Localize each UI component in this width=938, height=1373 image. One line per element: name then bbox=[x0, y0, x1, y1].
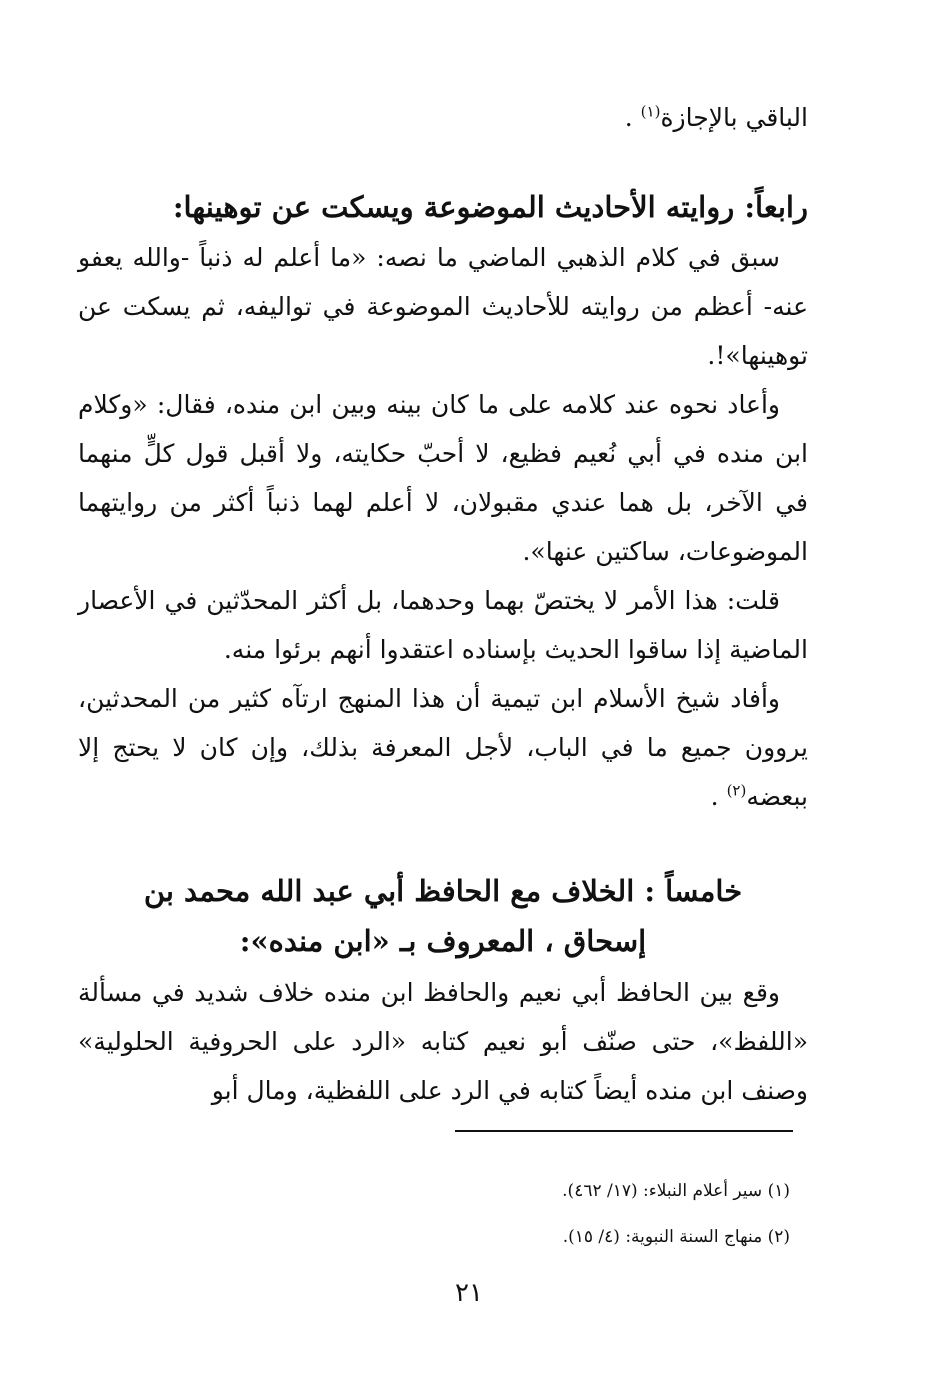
footnote-divider bbox=[455, 1130, 793, 1132]
footnote-1: (١) سير أعلام النبلاء: (١٧/ ٤٦٢). bbox=[562, 1181, 790, 1201]
paragraph: وقع بين الحافظ أبي نعيم والحافظ ابن منده خلاف شديد في مسألة «اللفظ»، حتى صنّف أبو نعيم كتابه «الرد على الحروفية الحلولية» وصنف ابن منده أيضاً كتابه في الرد على اللفظية، ومال أبو bbox=[78, 978, 808, 1105]
intro-line: الباقي بالإجازة$^{(١)}$ . bbox=[624, 102, 808, 132]
heading-line-1: خامساً : الخلاف مع الحافظ أبي عبد الله محمد بن bbox=[143, 874, 743, 908]
paragraph: قلت: هذا الأمر لا يختصّ بهما وحدهما، بل أكثر المحدّثين في الأعصار الماضية إذا ساقوا الحديث بإسناده اعتقدوا أنهم برئوا منه. bbox=[78, 586, 808, 664]
footnote-2: (٢) منهاج السنة النبوية: (٤/ ١٥). bbox=[562, 1227, 790, 1247]
intro-text: الباقي بالإجازة bbox=[660, 103, 808, 132]
paragraph: سبق في كلام الذهبي الماضي ما نصه: «ما أعلم له ذنباً -والله يعفو عنه- أعظم من روايته للأحاديث الموضوعة في تواليفه، ثم يسكت عن توهينها»!. bbox=[78, 243, 808, 370]
footnote-mark-2: (٢) bbox=[726, 781, 747, 800]
section-heading-4: رابعاً: روايته الأحاديث الموضوعة ويسكت عن توهينها: bbox=[172, 190, 808, 224]
section-heading-5 bbox=[78, 866, 808, 966]
heading-line-2: إسحاق ، المعروف بـ «ابن منده»: bbox=[239, 924, 647, 958]
paragraph: وأعاد نحوه عند كلامه على ما كان بينه وبين ابن منده، فقال: «وكلام ابن منده في أبي نُعيم فظيع، لا أحبّ حكايته، ولا أقبل قول كلٍّ منهما في الآخر، بل هما عندي مقبولان، لا أعلم لهما ذنباً أكثر من روايتهما الموضوعات، ساكتين عنها». bbox=[78, 390, 808, 566]
footnote-mark-1: (١) bbox=[640, 102, 661, 121]
section-4-body bbox=[78, 233, 808, 821]
page-number: ٢١ bbox=[455, 1278, 483, 1308]
section-5-body bbox=[78, 968, 808, 1115]
paragraph-last: وأفاد شيخ الأسلام ابن تيمية أن هذا المنهج ارتآه كثير من المحدثين، يروون جميع ما في الباب، لأجل المعرفة بذلك، وإن كان لا يحتج إلا ببعضه$^{(٢)}$ . bbox=[78, 684, 808, 811]
footnotes bbox=[70, 1168, 790, 1260]
